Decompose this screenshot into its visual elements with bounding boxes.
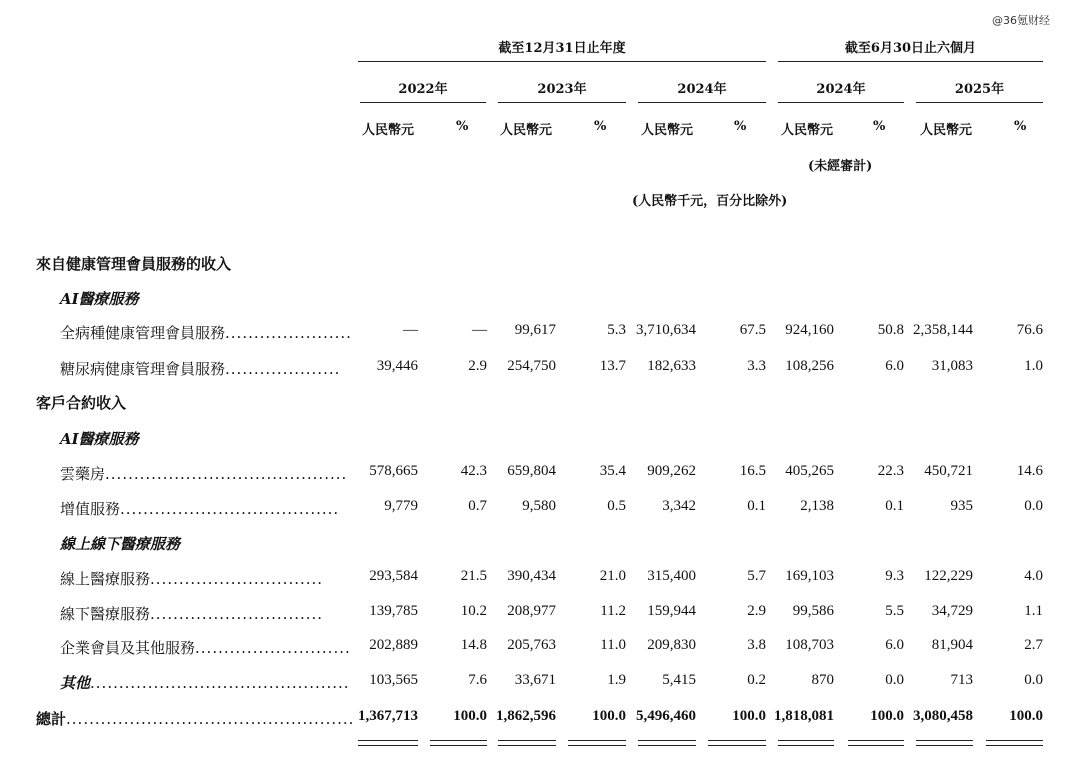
leader-dots: ...................................... [120, 500, 340, 518]
table-cell: 21.5 [460, 568, 487, 584]
table-cell: 42.3 [460, 463, 487, 479]
table-cell: 4.0 [1024, 568, 1043, 584]
table-cell: 0.5 [607, 498, 626, 514]
table-cell: 5,496,460 [636, 708, 696, 724]
table-cell: 39,446 [376, 358, 418, 374]
row-label-text: 來自健康管理會員服務的收入 [36, 255, 232, 273]
table-cell: 1,862,596 [496, 708, 556, 724]
table-cell: 405,265 [785, 463, 834, 479]
table-cell: 3,342 [662, 498, 696, 514]
table-cell: 10.2 [460, 603, 487, 619]
table-cell: — [403, 322, 418, 338]
table-cell: 1.0 [1024, 358, 1043, 374]
table-cell: 578,665 [369, 463, 418, 479]
table-cell: 159,944 [647, 603, 696, 619]
table-cell: 100.0 [592, 708, 626, 724]
table-cell: 909,262 [647, 463, 696, 479]
row-label [60, 463, 347, 484]
table-cell: 870 [811, 672, 834, 688]
row-label [60, 568, 323, 589]
table-cell: 122,229 [924, 568, 973, 584]
table-cell: 67.5 [739, 322, 766, 338]
table-cell: — [472, 322, 487, 338]
leader-dots: ...................... [225, 324, 352, 342]
table-cell: 9,580 [522, 498, 556, 514]
total-double-underline [498, 740, 556, 746]
table-cell: 315,400 [647, 568, 696, 584]
table-cell: 390,434 [507, 568, 556, 584]
unit-rmb: 人民幣元 [920, 123, 973, 138]
table-cell: 2.9 [747, 603, 766, 619]
table-cell: 924,160 [785, 322, 834, 338]
leader-dots: .................... [225, 360, 341, 378]
year-header: 2025年 [954, 82, 1005, 97]
table-cell: 100.0 [453, 708, 487, 724]
table-cell: 14.6 [1016, 463, 1043, 479]
row-label [60, 288, 139, 309]
total-double-underline [986, 740, 1043, 746]
leader-dots: .......................................... [105, 465, 348, 483]
watermark: @36氪财经 [992, 14, 1050, 27]
unit-rmb: 人民幣元 [781, 123, 834, 138]
year-rule [638, 102, 766, 103]
table-cell: 6.0 [885, 637, 904, 653]
unit-rmb: 人民幣元 [641, 123, 694, 138]
row-label [60, 603, 323, 624]
unit-pct: % [873, 119, 886, 134]
table-cell: 3.3 [747, 358, 766, 374]
row-label-text: 增值服務 [60, 500, 121, 518]
row-label-text: 線上線下醫療服務 [60, 535, 181, 553]
row-label-text: AI醫療服務 [60, 430, 139, 448]
row-label [60, 533, 180, 554]
table-cell: 2,358,144 [913, 322, 973, 338]
period-header-fy: 截至12月31日止年度 [498, 41, 626, 56]
row-label-text: 客戶合約收入 [36, 394, 127, 412]
table-cell: 139,785 [369, 603, 418, 619]
leader-dots: ........................... [195, 639, 351, 657]
table-cell: 11.2 [600, 603, 626, 619]
year-header: 2024年 [677, 82, 727, 97]
table-cell: 100.0 [732, 708, 766, 724]
leader-dots: .............................. [150, 605, 324, 623]
table-cell: 7.6 [468, 672, 487, 688]
table-cell: 1.1 [1024, 603, 1043, 619]
row-label-text: 線下醫療服務 [60, 605, 151, 623]
leader-dots: ............................................. [90, 674, 350, 692]
table-cell: 0.7 [468, 498, 487, 514]
table-cell: 450,721 [924, 463, 973, 479]
table-cell: 50.8 [877, 322, 904, 338]
unit-rmb: 人民幣元 [500, 123, 553, 138]
table-cell: 0.1 [747, 498, 766, 514]
table-cell: 13.7 [599, 358, 626, 374]
table-cell: 254,750 [507, 358, 556, 374]
table-cell: 108,256 [785, 358, 834, 374]
table-cell: 34,729 [931, 603, 973, 619]
year-rule [778, 102, 904, 103]
unaudited-label: (未經審計) [808, 159, 873, 174]
table-cell: 205,763 [507, 637, 556, 653]
year-header: 2022年 [398, 82, 448, 97]
row-label [60, 672, 350, 693]
row-label-text: 總計 [36, 710, 67, 728]
table-cell: 1,818,081 [774, 708, 834, 724]
total-double-underline [708, 740, 766, 746]
table-cell: 0.0 [1024, 672, 1043, 688]
table-cell: 9,779 [384, 498, 418, 514]
table-cell: 108,703 [785, 637, 834, 653]
row-label [36, 253, 231, 274]
table-cell: 2,138 [800, 498, 834, 514]
table-cell: 202,889 [369, 637, 418, 653]
total-double-underline [848, 740, 904, 746]
table-cell: 0.0 [1024, 498, 1043, 514]
table-cell: 659,804 [507, 463, 556, 479]
period-rule-fy [358, 61, 766, 62]
total-double-underline [358, 740, 418, 746]
table-cell: 22.3 [877, 463, 904, 479]
table-cell: 5.7 [747, 568, 766, 584]
table-cell: 5.5 [885, 603, 904, 619]
table-cell: 0.2 [747, 672, 766, 688]
table-cell: 209,830 [647, 637, 696, 653]
unit-pct: % [456, 119, 469, 134]
table-cell: 0.1 [885, 498, 904, 514]
row-label [60, 428, 139, 449]
table-cell: 9.3 [885, 568, 904, 584]
unit-pct: % [734, 119, 747, 134]
row-label [36, 708, 354, 729]
total-double-underline [430, 740, 487, 746]
table-cell: 208,977 [507, 603, 556, 619]
row-label [60, 498, 339, 519]
table-cell: 81,904 [931, 637, 973, 653]
unit-pct: % [1014, 119, 1027, 134]
row-label-text: 全病種健康管理會員服務 [60, 324, 226, 342]
table-cell: 1,367,713 [358, 708, 418, 724]
table-cell: 16.5 [739, 463, 766, 479]
year-rule [498, 102, 626, 103]
table-cell: 3,080,458 [913, 708, 973, 724]
table-cell: 31,083 [931, 358, 973, 374]
row-label-text: AI醫療服務 [60, 290, 139, 308]
total-double-underline [778, 740, 834, 746]
table-cell: 100.0 [870, 708, 904, 724]
row-label [36, 392, 126, 413]
table-cell: 35.4 [599, 463, 626, 479]
table-cell: 1.9 [607, 672, 626, 688]
table-cell: 293,584 [369, 568, 418, 584]
year-header: 2024年 [816, 82, 866, 97]
unit-rmb: 人民幣元 [362, 123, 415, 138]
table-cell: 3,710,634 [636, 322, 696, 338]
period-rule-hy [778, 61, 1043, 62]
row-label [60, 358, 340, 379]
year-rule [916, 102, 1043, 103]
table-cell: 5.3 [607, 322, 626, 338]
total-double-underline [916, 740, 973, 746]
unit-pct: % [594, 119, 607, 134]
table-cell: 14.8 [460, 637, 487, 653]
table-cell: 103,565 [369, 672, 418, 688]
table-cell: 100.0 [1009, 708, 1043, 724]
table-cell: 2.9 [468, 358, 487, 374]
table-cell: 5,415 [662, 672, 696, 688]
table-cell: 713 [950, 672, 973, 688]
table-cell: 2.7 [1024, 637, 1043, 653]
row-label-text: 線上醫療服務 [60, 570, 151, 588]
table-cell: 11.0 [600, 637, 626, 653]
table-cell: 99,586 [792, 603, 834, 619]
table-cell: 0.0 [885, 672, 904, 688]
table-cell: 21.0 [599, 568, 626, 584]
table-cell: 76.6 [1016, 322, 1043, 338]
period-header-hy: 截至6月30日止六個月 [844, 41, 977, 56]
table-cell: 935 [950, 498, 973, 514]
table-cell: 169,103 [785, 568, 834, 584]
year-rule [360, 102, 486, 103]
total-double-underline [568, 740, 626, 746]
total-double-underline [638, 740, 696, 746]
table-cell: 33,671 [514, 672, 556, 688]
year-header: 2023年 [537, 82, 587, 97]
leader-dots: .................................................. [66, 710, 355, 728]
unit-note: (人民幣千元，百分比除外) [632, 194, 788, 209]
leader-dots: .............................. [150, 570, 324, 588]
table-cell: 182,633 [647, 358, 696, 374]
table-cell: 3.8 [747, 637, 766, 653]
row-label-text: 其他 [60, 674, 91, 692]
table-cell: 99,617 [514, 322, 556, 338]
row-label-text: 糖尿病健康管理會員服務 [60, 360, 226, 378]
table-cell: 6.0 [885, 358, 904, 374]
row-label-text: 雲藥房 [60, 465, 106, 483]
row-label-text: 企業會員及其他服務 [60, 639, 196, 657]
